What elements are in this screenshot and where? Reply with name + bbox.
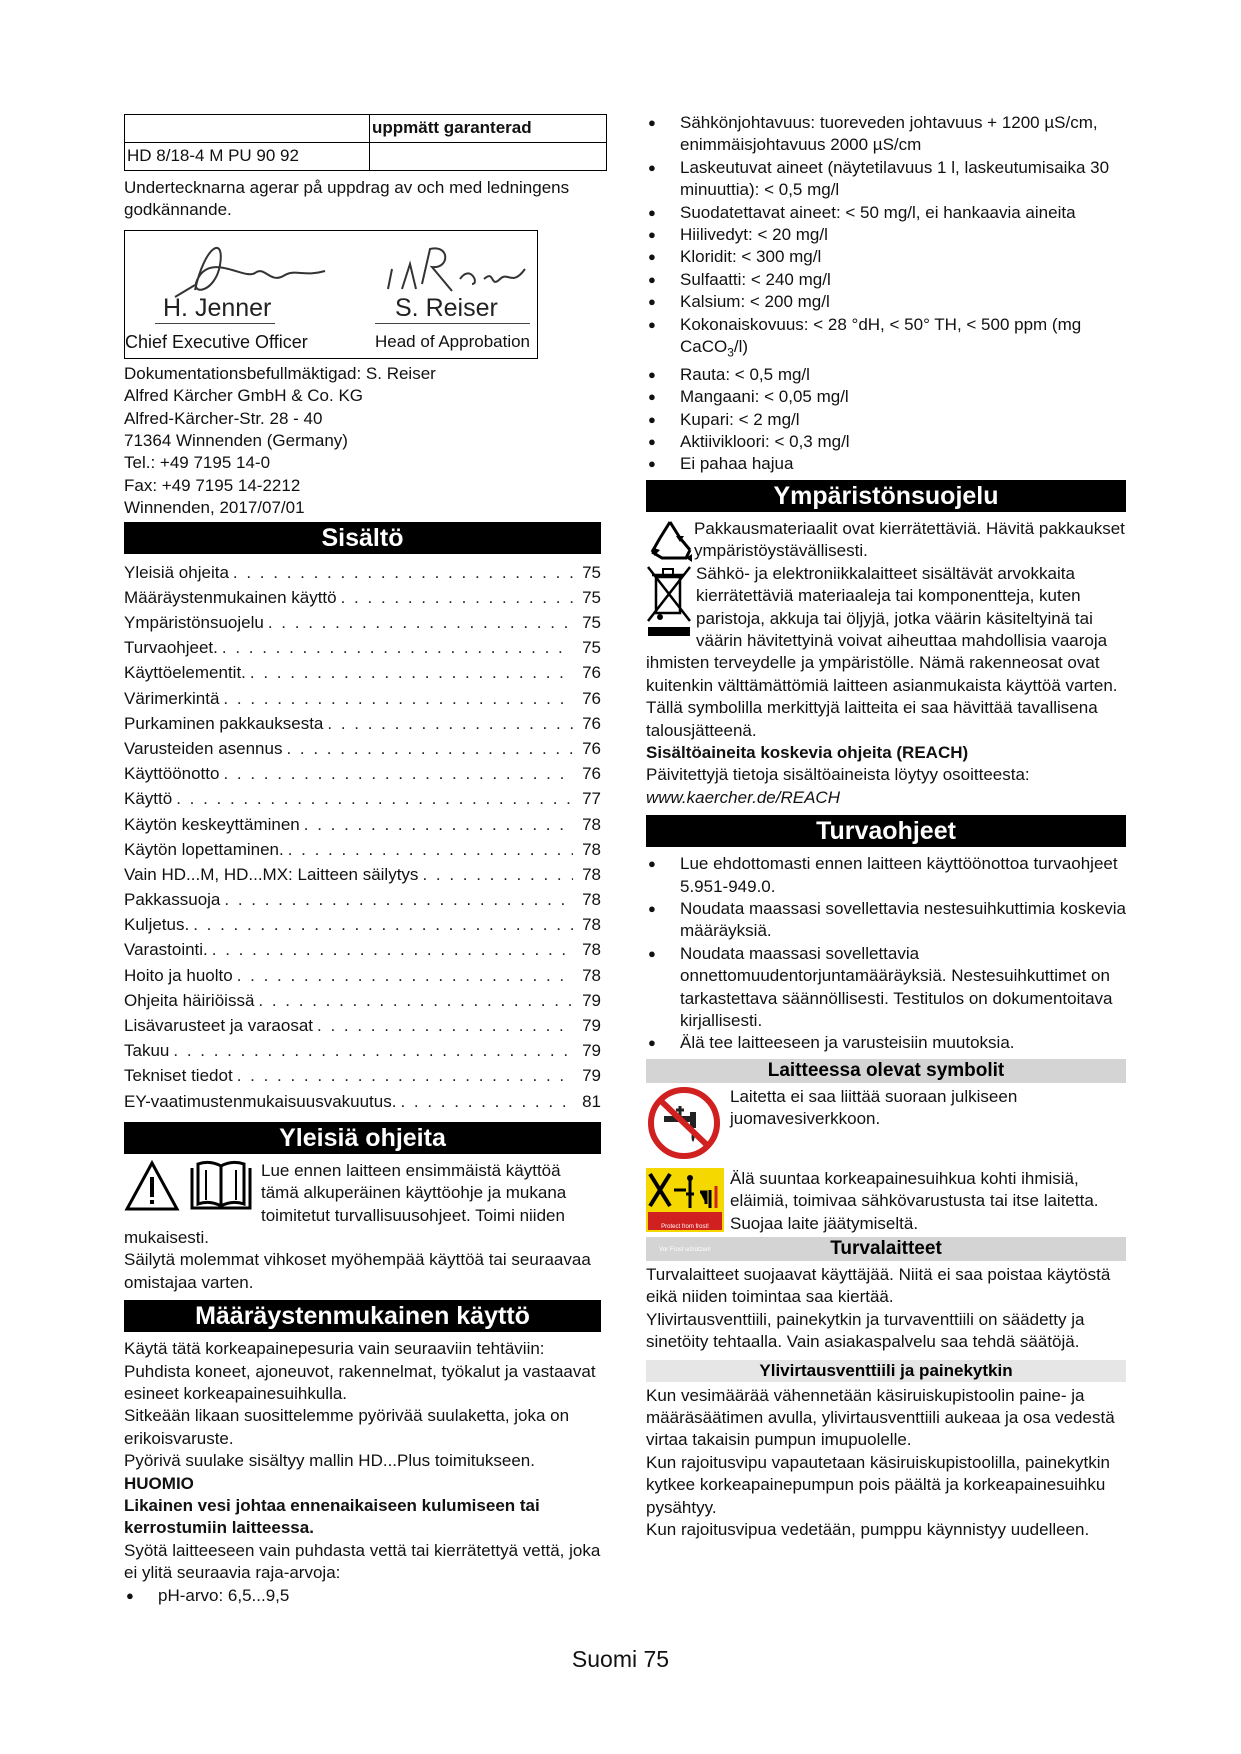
toc-leader (400, 1089, 573, 1114)
toc-entry-page: 79 (582, 1066, 601, 1086)
safety-heading: Turvaohjeet (646, 815, 1126, 847)
water-limits-intro: Syötä laitteeseen vain puhdasta vettä tai kierrätettyä vettä, joka ei ylitä seuraavia raja-arvoja: (124, 1540, 601, 1583)
no-drinking-water-icon (646, 1086, 730, 1160)
toc-leader (258, 988, 573, 1013)
toc-entry-page: 75 (582, 613, 601, 633)
model-table-header: uppmätt garanterad (370, 115, 607, 143)
signature-jenner (155, 235, 335, 303)
toc-leader (223, 686, 573, 711)
toc-entry[interactable] (124, 560, 601, 585)
general-section (124, 1160, 601, 1294)
toc-entry-label: Tekniset tiedot (124, 1066, 233, 1086)
toc-leader (288, 837, 573, 862)
limit-item: ● Ei pahaa hajua (646, 453, 1126, 475)
warning-icon (124, 1160, 180, 1212)
safety-item: ● Noudata maassasi sovellettavia nestesuihkuttimia koskevia määräyksiä. (646, 898, 1126, 943)
toc-entry[interactable] (124, 761, 601, 786)
overflow-text-1: Kun vesimäärää vähennetään käsiruiskupistoolin paine- ja määräsäätimen avulla, ylivirtausventtiili aukeaa ja osa vedestä virtaa takaisin pumpun imupuolelle. (646, 1385, 1115, 1450)
limit-item: ● Aktiivikloori: < 0,3 mg/l (646, 431, 1126, 453)
signature-reiser (380, 239, 530, 301)
toc-heading: Sisältö (124, 522, 601, 554)
toc-entry-label: Määräystenmukainen käyttö (124, 587, 337, 607)
limit-item: ● Sulfaatti: < 240 mg/l (646, 269, 1126, 291)
undertecknarna-text: Undertecknarna agerar på uppdrag av och med ledningens godkännande. (124, 178, 570, 220)
toc-entry[interactable] (124, 1013, 601, 1038)
right-column (646, 112, 1126, 1542)
address-line: Tel.: +49 7195 14-0 (124, 453, 271, 473)
toc-leader (237, 1063, 573, 1088)
toc-entry[interactable] (124, 963, 601, 988)
toc-entry[interactable] (124, 585, 601, 610)
environment-section (646, 518, 1126, 809)
limit-item: ● pH-arvo: 6,5...9,5 (124, 1585, 601, 1607)
toc-entry-label: Pakkassuoja (124, 890, 221, 910)
toc-entry-label: Käyttöönotto (124, 764, 220, 784)
intended-use-text: Käytä tätä korkeapainepesuria vain seuraaviin tehtäviin: (124, 1339, 545, 1359)
toc-leader (268, 610, 573, 635)
overflow-text-3: Kun rajoitusvipua vedetään, pumppu käynnistyy uudelleen. (646, 1520, 1090, 1540)
toc-leader (304, 812, 573, 837)
toc-entry-page: 75 (582, 638, 601, 658)
address-line: Alfred Kärcher GmbH & Co. KG (124, 386, 364, 406)
toc-leader (317, 1013, 573, 1038)
safety-item: ● Noudata maassasi sovellettavia onnettomuudentorjuntamääräyksiä. Nestesuihkuttimet on tarkastettava säännöllisesti. Testitulos on dokumentoitava kirjallisesti. (646, 943, 1126, 1033)
limit-item: ● Hiilivedyt: < 20 mg/l (646, 224, 1126, 246)
toc-entry[interactable] (124, 1038, 601, 1063)
signatory-name-1: H. Jenner (163, 293, 272, 322)
toc-entry-label: Purkaminen pakkauksesta (124, 713, 324, 733)
address-line: Alfred-Kärcher-Str. 28 - 40 (124, 408, 323, 428)
toc-entry[interactable] (124, 686, 601, 711)
footer-page-number: 75 (643, 1646, 670, 1672)
toc-entry-label: Lisävarusteet ja varaosat (124, 1016, 313, 1036)
safety-item: ● Älä tee laitteeseen ja varusteisiin muutoksia. (646, 1032, 1126, 1054)
toc-entry-page: 76 (582, 738, 601, 758)
symbol-text-2: Älä suuntaa korkeapainesuihkua kohti ihmisiä, eläimiä, toimivaa sähkövarustusta tai itse laitetta. Suojaa laite jäätymiseltä. (730, 1168, 1099, 1233)
overflow-heading: Ylivirtausventtiili ja painekytkin (646, 1360, 1126, 1382)
toc-entry-label: Hoito ja huolto (124, 965, 233, 985)
devices-heading: Turvalaitteet (646, 1237, 1126, 1261)
toc-entry[interactable] (124, 1063, 601, 1088)
toc-entry-label: Yleisiä ohjeita (124, 562, 229, 582)
reach-text: Päivitettyjä tietoja sisältöaineista löytyy osoitteesta: (646, 765, 1030, 785)
overflow-intro: Ylivirtausventtiili, painekytkin ja turvaventtiili on säädetty ja sinetöity tehtaalla. Vain asiakaspalvelu saa tehdä säätöjä. (646, 1309, 1085, 1352)
symbols-heading: Laitteessa olevat symbolit (646, 1059, 1126, 1083)
symbol-text-1: Laitetta ei saa liittää suoraan julkiseen juomavesiverkkoon. (730, 1086, 1018, 1129)
toc-entry-label: Takuu (124, 1041, 170, 1061)
general-text-1: Lue ennen laitteen ensimmäistä käyttöä tämä alkuperäinen käyttöohje ja mukana toimitetut turvallisuusohjeet. Toimi niiden mukaisesti. (124, 1160, 567, 1247)
toc-entry-label: Käyttö (124, 789, 173, 809)
toc-entry[interactable] (124, 610, 601, 635)
intended-use-heading: Määräystenmukainen käyttö (124, 1300, 601, 1332)
water-limits-list (646, 112, 1126, 476)
address-line: Fax: +49 7195 14-2212 (124, 475, 301, 495)
intended-use-section (124, 1338, 601, 1607)
toc-entry-label: Kuljetus. (124, 915, 190, 935)
safety-list (646, 853, 1126, 1055)
toc-leader (173, 1038, 573, 1063)
table-of-contents (124, 560, 601, 1114)
toc-entry-page: 78 (582, 965, 601, 985)
frost-label-2: Vor Frost schützen! (659, 1246, 711, 1253)
limit-item: ● Kalsium: < 200 mg/l (646, 291, 1126, 313)
signatory-title-1: Chief Executive Officer (125, 331, 308, 352)
toc-entry-page: 75 (582, 587, 601, 607)
toc-entry[interactable] (124, 988, 601, 1013)
toc-leader (176, 786, 573, 811)
toc-entry-label: Varusteiden asennus (124, 738, 283, 758)
safety-item: ● Lue ehdottomasti ennen laitteen käyttöönottoa turvaohjeet 5.951-949.0. (646, 853, 1126, 898)
toc-entry-page: 78 (582, 814, 601, 834)
toc-leader (341, 585, 573, 610)
toc-entry-page: 78 (582, 890, 601, 910)
toc-entry-page: 76 (582, 688, 601, 708)
reach-url[interactable]: www.kaercher.de/REACH (646, 787, 840, 807)
toc-entry-page: 78 (582, 864, 601, 884)
limit-item: ● Kloridit: < 300 mg/l (646, 246, 1126, 268)
read-manual-icon (188, 1160, 254, 1212)
toc-entry-label: Värimerkintä (124, 688, 220, 708)
signature-box (124, 230, 538, 359)
toc-entry[interactable] (124, 786, 601, 811)
toc-entry-label: Ohjeita häiriöissä (124, 990, 255, 1010)
note-text: Likainen vesi johtaa ennenaikaiseen kulumiseen tai kerrostumiin laitteessa. (124, 1496, 540, 1538)
limit-item: ● Sähkönjohtavuus: tuoreveden johtavuus + 1200 µS/cm, enimmäisjohtavuus 2000 µS/cm (646, 112, 1126, 157)
signatory-title-2: Head of Approbation (375, 331, 531, 351)
toc-entry-page: 76 (582, 663, 601, 683)
packaging-text: Pakkausmateriaalit ovat kierrätettäviä. Hävitä pakkaukset ympäristöystävällisesti. (694, 518, 1125, 561)
overflow-text-2: Kun rajoitusvipu vapautetaan käsiruiskupistoolilla, painekytkin kytkee korkeapainepumpun pois päältä ja korkeapainesuihku pysähtyy. (646, 1452, 1110, 1517)
model-name: HD 8/18-4 M PU 90 92 (125, 143, 370, 171)
toc-leader (222, 635, 573, 660)
toc-entry-label: Varastointi. (124, 940, 208, 960)
toc-entry-label: Käyttöelementit. (124, 663, 246, 683)
toc-entry-page: 77 (582, 789, 601, 809)
limit-item: ● Kupari: < 2 mg/l (646, 409, 1126, 431)
toc-entry-page: 76 (582, 764, 601, 784)
address-line: Dokumentationsbefullmäktigad: S. Reiser (124, 363, 436, 383)
toc-leader (233, 560, 573, 585)
page-footer (0, 1648, 1241, 1670)
intended-use-text: Puhdista koneet, ajoneuvot, rakennelmat, työkalut ja vastaavat esineet korkeapainesuihkulla. (124, 1361, 596, 1404)
intended-use-text: Pyörivä suulake sisältyy mallin HD...Plus toimitukseen. (124, 1451, 535, 1471)
toc-entry[interactable] (124, 1089, 601, 1114)
note-title: HUOMIO (124, 1473, 194, 1493)
address-line: Winnenden, 2017/07/01 (124, 498, 305, 518)
environment-heading: Ympäristönsuojelu (646, 480, 1126, 512)
toc-leader (250, 660, 573, 685)
toc-entry-page: 78 (582, 940, 601, 960)
left-column (124, 112, 601, 1607)
toc-entry-label: EY-vaatimustenmukaisuusvakuutus. (124, 1091, 397, 1111)
toc-leader (422, 862, 573, 887)
toc-entry[interactable] (124, 660, 601, 685)
toc-entry[interactable] (124, 711, 601, 736)
limit-item: ● Kokonaiskovuus: < 28 °dH, < 50° TH, < 500 ppm (mg CaCO$_3$/l) (646, 314, 1126, 364)
address-block (124, 363, 601, 520)
intended-use-text: Sitkeään likaan suosittelemme pyörivää suulaketta, joka on erikoisvaruste. (124, 1406, 570, 1448)
toc-entry-page: 79 (582, 1016, 601, 1036)
model-table (124, 114, 607, 171)
toc-entry-page: 76 (582, 713, 601, 733)
general-heading: Yleisiä ohjeita (124, 1122, 601, 1154)
toc-entry-page: 78 (582, 915, 601, 935)
general-text-2: Säilytä molemmat vihkoset myöhempää käyttöä tai seuraavaa omistajaa varten. (124, 1250, 591, 1292)
electronics-text: Sähkö- ja elektroniikkalaitteet sisältävät arvokkaita kierrätettäviä materiaaleja tai komponentteja, kuten paristoja, akkuja tai öljyjä, jotka väärin käsiteltyinä tai väärin hävitettyinä voivat aiheuttaa mahdollisia vaaroja ihmisten terveydelle ja ympäristölle. Nämä rakenneosat ovat kuitenkin välttämättömiä laitteen asianmukaista käyttöä varten. Tällä symbolilla merkittyjä laitteita ei saa hävittää tavallisena talousjätteenä. (646, 563, 1118, 740)
toc-entry-label: Käytön lopettaminen. (124, 839, 284, 859)
limit-item: ● Laskeutuvat aineet (näytetilavuus 1 l, laskeutumisaika 30 minuuttia): < 0,5 mg/l (646, 157, 1126, 202)
toc-entry[interactable] (124, 736, 601, 761)
toc-entry[interactable] (124, 862, 601, 887)
toc-entry-page: 75 (582, 562, 601, 582)
recycling-icon (646, 518, 694, 562)
toc-leader (212, 937, 573, 962)
signatory-name-2: S. Reiser (395, 293, 498, 322)
limit-item: ● Rauta: < 0,5 mg/l (646, 364, 1126, 386)
toc-entry-label: Ympäristönsuojelu (124, 613, 264, 633)
manual-icons (124, 1160, 257, 1218)
toc-leader (223, 761, 573, 786)
devices-text: Turvalaitteet suojaavat käyttäjää. Niitä ei saa poistaa käytöstä eikä niiden toimintaa saa kiertää. (646, 1265, 1111, 1307)
toc-leader (237, 963, 573, 988)
toc-entry-page: 78 (582, 839, 601, 859)
toc-entry[interactable] (124, 837, 601, 862)
toc-entry-page: 81 (582, 1091, 601, 1111)
toc-entry-page: 79 (582, 1041, 601, 1061)
limit-item: ● Suodatettavat aineet: < 50 mg/l, ei hankaavia aineita (646, 202, 1126, 224)
limit-item: ● Mangaani: < 0,05 mg/l (646, 386, 1126, 408)
toc-entry[interactable] (124, 912, 601, 937)
toc-entry-label: Turvaohjeet. (124, 638, 218, 658)
toc-entry-label: Käytön keskeyttäminen (124, 814, 300, 834)
footer-language: Suomi (571, 1646, 638, 1672)
toc-entry[interactable] (124, 887, 601, 912)
toc-entry[interactable] (124, 937, 601, 962)
toc-leader (193, 912, 573, 937)
reach-heading: Sisältöaineita koskevia ohjeita (REACH) (646, 742, 969, 762)
toc-entry[interactable] (124, 812, 601, 837)
toc-entry-page: 79 (582, 990, 601, 1010)
toc-leader (224, 887, 573, 912)
toc-leader (327, 711, 573, 736)
toc-entry-label: Vain HD...M, HD...MX: Laitteen säilytys (124, 864, 419, 884)
frost-label-1: Protect from frost! (661, 1224, 709, 1231)
address-line: 71364 Winnenden (Germany) (124, 431, 348, 451)
crossed-bin-icon (646, 563, 692, 639)
toc-entry[interactable] (124, 635, 601, 660)
toc-leader (286, 736, 573, 761)
